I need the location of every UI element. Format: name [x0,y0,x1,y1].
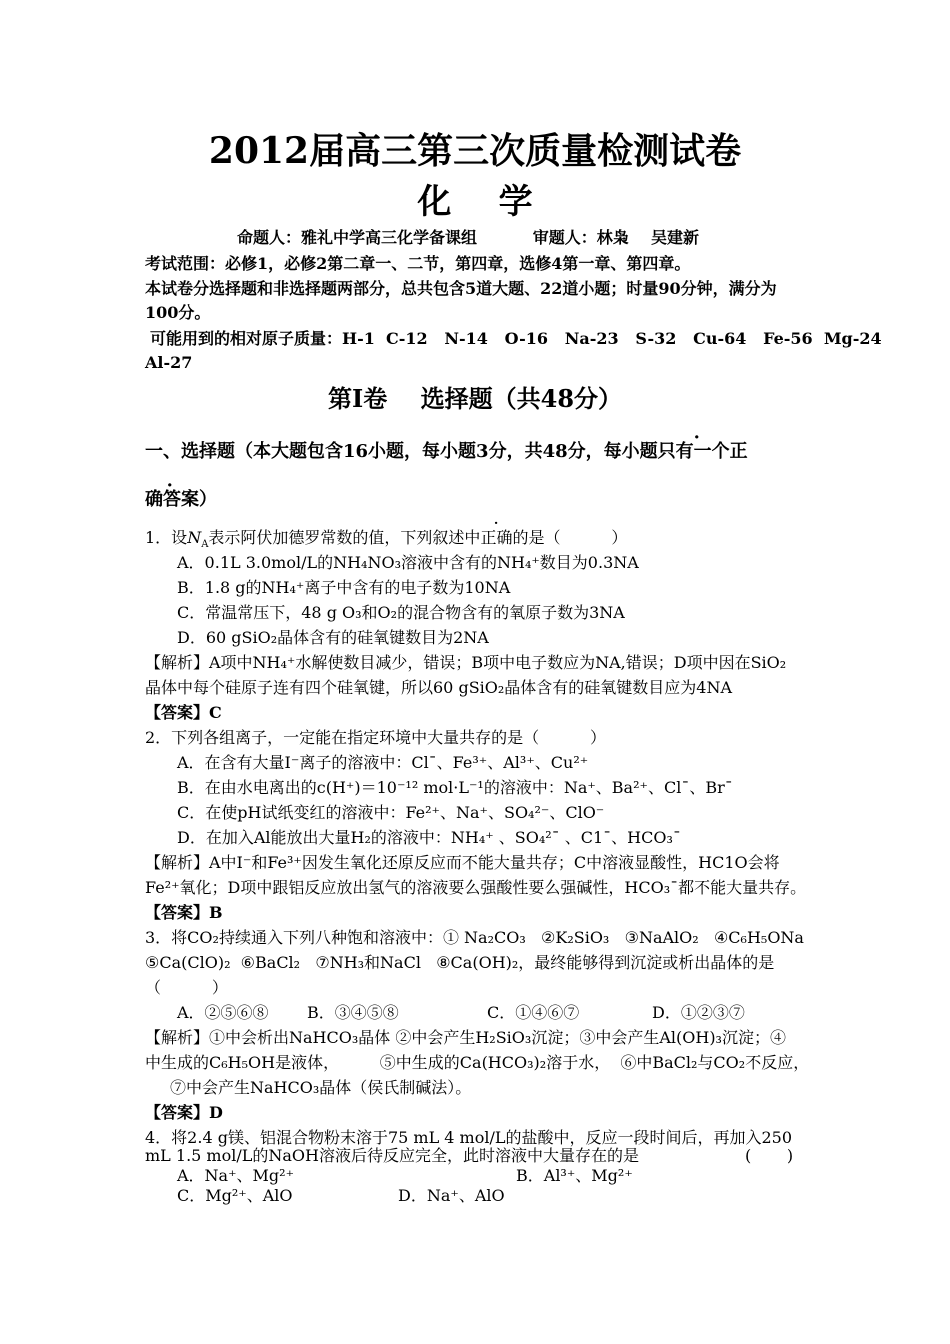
question-1-analysis-line2: 晶体中每个硅原子连有四个硅氧键，所以60 gSiO₂晶体含有的硅氧键数目应为4NA [145,678,733,697]
stem-part: 的是（ ） [512,528,628,547]
emphasis-text: 正确 [480,528,513,547]
question-2-option-d: D．在加入Al能放出大量H₂的溶液中：NH₄⁺ 、SO₄²¯ 、C1¯、HCO₃¯ [177,828,681,847]
authors-line: 命题人：雅礼中学高三化学备课组 审题人：林枭 吴建新 [237,228,699,247]
question-4-option-b: B．Al³⁺、Mg²⁺ [516,1166,633,1185]
question-3-answer: 【答案】D [145,1103,223,1122]
stem-part: 1．设 [145,528,188,547]
question-1-option-a: A．0.1L 3.0mol/L的NH₄NO₃溶液中含有的NH₄⁺数目为0.3NA [177,553,639,572]
question-4-option-a: A．Na⁺、Mg²⁺ [177,1166,295,1185]
question-3-option-c: C．①④⑥⑦ [487,1003,580,1022]
atomic-mass-line2: Al-27 [145,353,193,372]
question-3-stem-line2: ⑤Ca(ClO)₂ ⑥BaCl₂ ⑦NH₃和NaCl ⑧Ca(OH)₂，最终能够得到沉淀或析出晶体的是 [145,953,775,972]
question-3-stem-line1: 3．将CO₂持续通入下列八种饱和溶液中：① Na₂CO₃ ②K₂SiO₃ ③NaAlO₂ ④C₆H₅ONa [145,928,804,947]
exam-title: 2012届高三第三次质量检测试卷 [208,130,742,172]
question-3-option-a: A．②⑤⑥⑧ [177,1003,269,1022]
section-title: 第I卷 选择题（共48分） [327,384,623,413]
subject-title: 化 学 [417,182,533,222]
question-1-stem [145,528,627,555]
na-subscript: A [201,539,209,551]
section-instruction-line1 [145,440,748,464]
question-4-answer-paren: ( ) [745,1146,794,1165]
question-2-option-c: C．在使pH试纸变红的溶液中：Fe²⁺、Na⁺、SO₄²⁻、ClO⁻ [177,803,605,822]
question-1-option-c: C．常温常压下，48 g O₃和O₂的混合物含有的氧原子数为3NA [177,603,625,622]
question-1-answer: 【答案】C [145,703,222,722]
emphasis-text: · 只有一个正 [658,440,748,464]
question-4-option-d: D．Na⁺、AlO [398,1186,505,1205]
stem-part: 表示阿伏加德罗常数的值，下列叙述中 [208,528,481,547]
question-3-stem-line3: （ ） [145,978,228,997]
question-2-answer: 【答案】B [145,903,223,922]
question-2-option-a: A．在含有大量I⁻离子的溶液中：Cl¯、Fe³⁺、Al³⁺、Cu²⁺ [177,753,589,772]
question-3-option-b: B．③④⑤⑧ [307,1003,399,1022]
instruction-text: 一、选择题（本大题包含16小题，每小题3分，共48分，每小题 [145,441,658,462]
question-2-analysis-line1: 【解析】A中I⁻和Fe³⁺因发生氧化还原反应而不能大量共存；C中溶液显酸性，HC1O会将 [145,853,780,872]
exam-info-line1: 本试卷分选择题和非选择题两部分，总共包含5道大题、22道小题；时量90分钟，满分为 [145,279,777,298]
question-1-analysis-line1: 【解析】A项中NH₄⁺水解使数目减少，错误；B项中电子数应为NA,错误；D项中因在SiO₂ [145,653,787,672]
exam-scope: 考试范围：必修1，必修2第二章一、二节，第四章，选修4第一章、第四章。 [145,254,691,273]
question-1-option-d: D．60 gSiO₂晶体含有的硅氧键数目为2NA [177,628,489,647]
question-3-option-d: D．①②③⑦ [652,1003,745,1022]
question-4-option-c: C．Mg²⁺、AlO [177,1186,293,1205]
section-instruction-line2 [145,488,217,512]
emphasis-text: 确答案 [145,489,199,510]
na-symbol: N [187,528,202,547]
atomic-mass-line1: 可能用到的相对原子质量：H-1 C-12 N-14 O-16 Na-23 S-32 Cu-64 Fe-56 Mg-24 [150,329,882,348]
exam-info-line2: 100分。 [145,303,211,322]
question-3-analysis-line2: 中生成的C₆H₅OH是液体， ⑤中生成的Ca(HCO₃)₂溶于水， ⑥中BaCl₂与CO₂不反应， [145,1053,810,1072]
question-1-option-b: B．1.8 g的NH₄⁺离子中含有的电子数为10NA [177,578,511,597]
question-2-option-b: B．在由水电离出的c(H⁺)＝10⁻¹² mol·L⁻¹的溶液中：Na⁺、Ba²⁺、Cl¯、Br¯ [177,778,733,797]
question-3-analysis-line3: ⑦中会产生NaHCO₃晶体（侯氏制碱法）。 [170,1078,472,1097]
question-4-stem-line1: 4．将2.4 g镁、铝混合物粉末溶于75 mL 4 mol/L的盐酸中，反应一段时间后，再加入250 [145,1128,793,1147]
question-2-stem: 2．下列各组离子，一定能在指定环境中大量共存的是（ ） [145,728,607,747]
instruction-text: ） [199,489,217,510]
question-4-stem-line2: mL 1.5 mol/L的NaOH溶液后待反应完全，此时溶液中大量存在的是 [145,1146,639,1165]
question-3-analysis-line1: 【解析】①中会析出NaHCO₃晶体 ②中会产生H₂SiO₃沉淀；③中会产生Al(OH)₃沉淀；④ [145,1028,786,1047]
question-2-analysis-line2: Fe²⁺氧化；D项中跟铝反应放出氢气的溶液要么强酸性要么强碱性，HCO₃¯都不能大量共存。 [145,878,807,897]
